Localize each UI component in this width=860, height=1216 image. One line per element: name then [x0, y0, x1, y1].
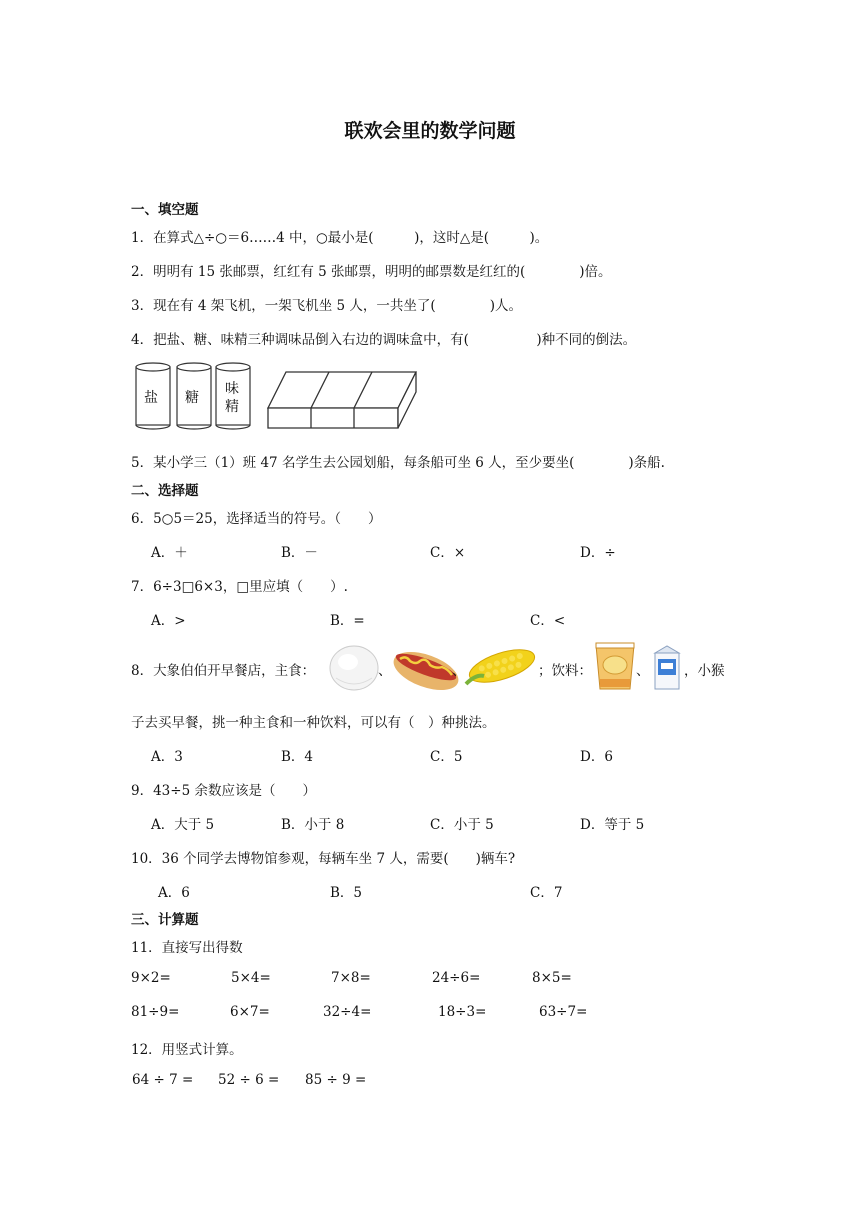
q11-item: 5×4= — [231, 970, 271, 986]
q6-option-a: A．＋ — [151, 545, 188, 561]
question-1: 1．在算式△÷○＝6……4 中，○最小是( )，这时△是( )。 — [131, 230, 549, 246]
question-8-intro: 8．大象伯伯开早餐店，主食： — [131, 663, 316, 679]
question-11: 11．直接写出得数 — [131, 940, 243, 956]
question-4: 4．把盐、糖、味精三种调味品倒入右边的调味盒中，有( )种不同的倒法。 — [131, 332, 637, 348]
q10-option-b: B．5 — [330, 885, 363, 901]
sugar-label: 糖 — [185, 390, 199, 406]
q11-item: 63÷7= — [539, 1004, 588, 1020]
q8-drinks-label: ；饮料： — [538, 663, 592, 679]
q11-item: 81÷9= — [131, 1004, 180, 1020]
q11-item: 6×7= — [230, 1004, 270, 1020]
seasoning-box — [266, 370, 418, 430]
q8-monkey-text: ，小猴 — [684, 663, 725, 679]
q9-option-b: B．小于 8 — [281, 817, 345, 833]
q10-option-c: C．7 — [530, 885, 563, 901]
q8-separator-2: 、 — [452, 663, 466, 679]
section-heading-calculation: 三、计算题 — [131, 912, 199, 928]
question-9: 9．43÷5 余数应该是（ ） — [131, 783, 316, 799]
q11-item: 8×5= — [532, 970, 572, 986]
corn-image — [462, 640, 538, 694]
q8-option-a: A．3 — [151, 749, 183, 765]
q12-item: 64 ÷ 7 = — [132, 1072, 194, 1088]
q10-option-a: A．6 — [158, 885, 190, 901]
q6-option-c: C．× — [430, 545, 466, 561]
question-5: 5．某小学三（1）班 47 名学生去公园划船，每条船可坐 6 人，至少要坐( )条船. — [131, 455, 665, 471]
q12-item: 52 ÷ 6 = — [218, 1072, 280, 1088]
q11-item: 24÷6= — [432, 970, 481, 986]
question-3: 3．现在有 4 架飞机，一架飞机坐 5 人，一共坐了( )人。 — [131, 298, 522, 314]
q9-option-a: A．大于 5 — [151, 817, 215, 833]
q11-item: 9×2= — [131, 970, 171, 986]
q7-option-c: C．< — [530, 613, 566, 629]
section-heading-fill-blank: 一、填空题 — [131, 202, 199, 218]
q7-option-b: B．= — [330, 613, 365, 629]
question-12: 12．用竖式计算。 — [131, 1042, 243, 1058]
question-7: 7．6÷3□6×3，□里应填（ ）. — [131, 579, 348, 595]
q8-option-c: C．5 — [430, 749, 463, 765]
q6-option-b: B．－ — [281, 545, 318, 561]
q11-item: 7×8= — [331, 970, 371, 986]
cup-drink-image — [594, 641, 636, 691]
q12-item: 85 ÷ 9 = — [305, 1072, 367, 1088]
msg-label: 味精 — [225, 381, 239, 415]
page-title: 联欢会里的数学问题 — [344, 120, 516, 142]
question-6: 6．5○5＝25，选择适当的符号。（ ） — [131, 511, 382, 527]
q8-option-b: B．4 — [281, 749, 314, 765]
q11-item: 18÷3= — [438, 1004, 487, 1020]
salt-label: 盐 — [144, 390, 158, 406]
q8-separator-3: 、 — [636, 663, 650, 679]
question-2: 2．明明有 15 张邮票，红红有 5 张邮票，明明的邮票数是红红的( )倍。 — [131, 264, 612, 280]
q9-option-c: C．小于 5 — [430, 817, 494, 833]
q6-option-d: D．÷ — [580, 545, 616, 561]
q8-separator-1: 、 — [378, 663, 392, 679]
steamed-bun-image — [328, 640, 380, 692]
q7-option-a: A．> — [151, 613, 186, 629]
question-10: 10．36 个同学去博物馆参观，每辆车坐 7 人，需要( )辆车? — [131, 851, 516, 867]
section-heading-multiple-choice: 二、选择题 — [131, 483, 199, 499]
question-8-line2: 子去买早餐，挑一种主食和一种饮料，可以有（ ）种挑法。 — [131, 715, 496, 731]
q11-item: 32÷4= — [323, 1004, 372, 1020]
q8-option-d: D．6 — [580, 749, 613, 765]
q9-option-d: D．等于 5 — [580, 817, 645, 833]
milk-carton-image — [652, 645, 682, 691]
